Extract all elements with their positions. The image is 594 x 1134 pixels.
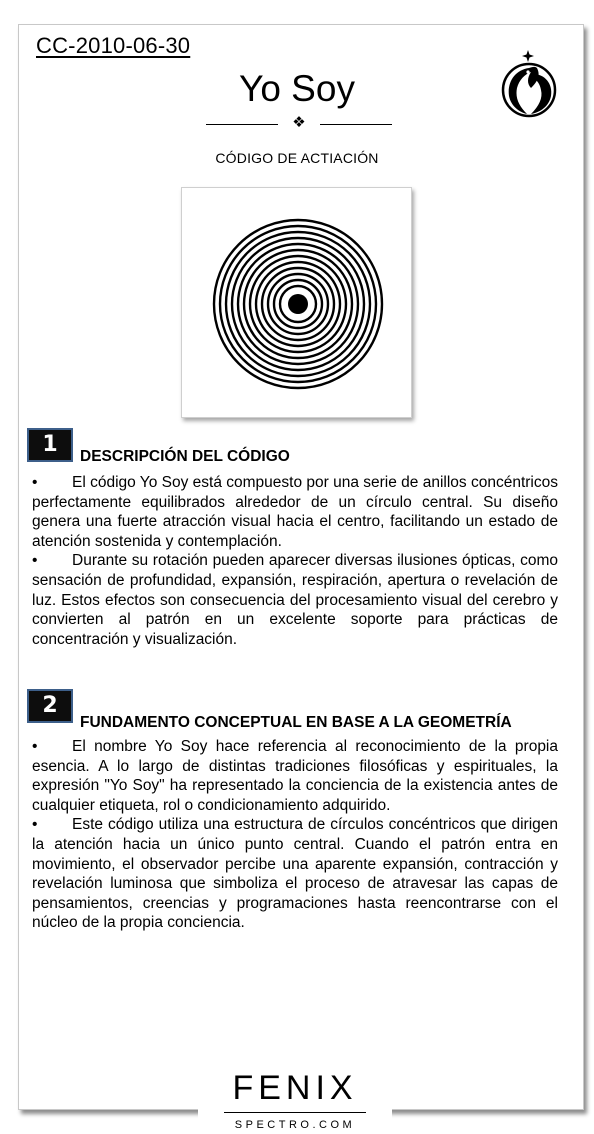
- diamond-ornament-icon: ❖: [292, 113, 306, 131]
- brand-divider: [224, 1112, 366, 1113]
- phoenix-logo-icon: [497, 48, 561, 118]
- page-title: Yo Soy: [239, 68, 355, 109]
- bullet-paragraph: • El nombre Yo Soy hace referencia al reconocimiento de la propia esencia. A lo largo de distintas tradiciones filosóficas y espirituales, la expresión "Yo Soy" ha representado la conciencia de la existencia antes de cualquier etiqueta, rol o condicionamiento adquirido.: [32, 738, 558, 814]
- code-image: [181, 187, 412, 418]
- bullet-icon: •: [32, 738, 38, 755]
- code-id: CC-2010-06-30: [36, 33, 191, 58]
- page-subtitle: CÓDIGO DE ACTIACIÓN: [215, 150, 379, 166]
- bullet-icon: •: [32, 816, 38, 834]
- section-number-badge: 2: [27, 689, 73, 723]
- concentric-circles-icon: [182, 188, 411, 417]
- bullet-paragraph: • Este código utiliza una estructura de círculos concéntricos que dirigen la atención hacia un único punto central. Cuando el patrón entra en movimiento, el observador percibe una aparente expansión, contracción y revelación luminosa que simboliza el proceso de atravesar las capas de pensamientos, creencias y programaciones hasta reencontrarse con el núcleo de la propia conciencia.: [32, 816, 558, 932]
- section-heading: DESCRIPCIÓN DEL CÓDIGO: [80, 448, 290, 465]
- section-heading: FUNDAMENTO CONCEPTUAL EN BASE A LA GEOMETRÍA: [80, 714, 512, 731]
- bullet-icon: •: [32, 552, 38, 570]
- section-number-badge: 1: [27, 428, 73, 462]
- brand-website: SPECTRO.COM: [234, 1119, 356, 1131]
- brand-name: FENIX: [232, 1069, 358, 1107]
- footer-brand: [198, 1068, 392, 1130]
- bullet-paragraph: • El código Yo Soy está compuesto por una serie de anillos concéntricos perfectamente equilibrados alrededor de un círculo central. Su diseño genera una fuerte atracción visual hacia el centro, facilitando un estado de atención sostenida y contemplación.: [32, 474, 558, 550]
- section-body: [32, 473, 558, 649]
- title-separator: [206, 113, 392, 132]
- section-body: [32, 737, 558, 933]
- bullet-paragraph: • Durante su rotación pueden aparecer diversas ilusiones ópticas, como sensación de profundidad, expansión, respiración, apertura o revelación de luz. Estos efectos son consecuencia del procesamiento visual del cerebro y convierten al patrón en un excelente soporte para prácticas de concentración y visualización.: [32, 552, 558, 648]
- bullet-icon: •: [32, 474, 38, 491]
